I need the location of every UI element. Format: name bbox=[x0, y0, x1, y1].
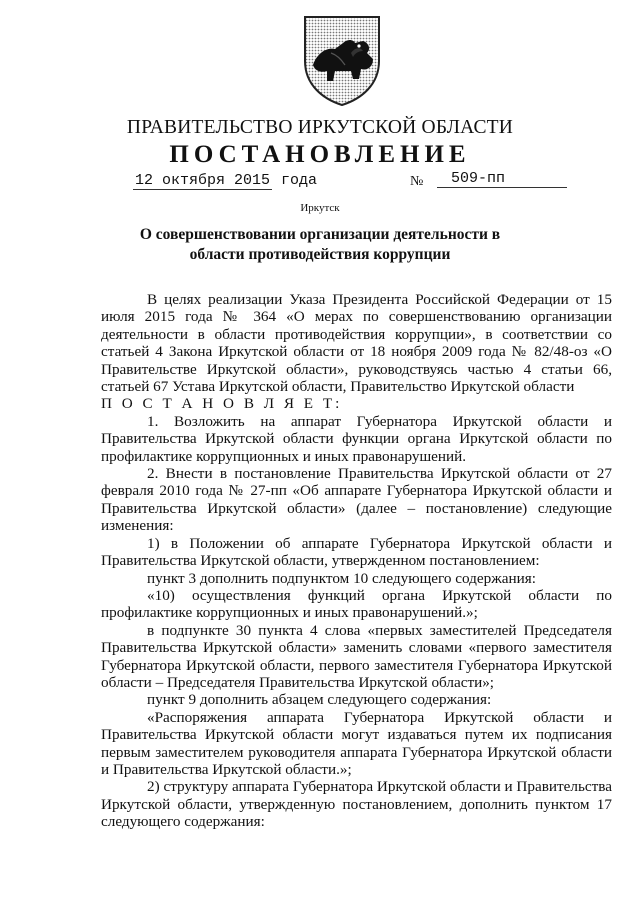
city: Иркутск bbox=[300, 202, 340, 214]
document-title: О совершенствовании организации деятельности в области противодействия коррупции bbox=[139, 226, 501, 263]
clause-1-paragraph: 1. Возложить на аппарат Губернатора Иркутской области и Правительства Иркутской области функции органа Иркутской области по профилактике коррупционных и иных правонарушений. bbox=[101, 412, 612, 465]
subclause-2-paragraph: 2) структуру аппарата Губернатора Иркутской области и Правительства Иркутской области, утвержденную постановлением, дополнить пунктом 17 следующего содержания: bbox=[101, 778, 612, 831]
item-30-paragraph: в подпункте 30 пункта 4 слова «первых заместителей Председателя Правительства Иркутской области» заменить словами «первого заместителя Губернатора Иркутской области, первого заместителя Губернатора Иркутской области – Председателя Правительства Иркутской области»; bbox=[101, 621, 612, 691]
document-date-line bbox=[133, 172, 317, 189]
orders-paragraph: «Распоряжения аппарата Губернатора Иркутской области и Правительства Иркутской области могут издаваться путем их подписания первым заместителем руководителя аппарата Губернатора Иркутской области и Правительства Иркутской области.»; bbox=[101, 708, 612, 778]
clause-2-paragraph: 2. Внести в постановление Правительства Иркутской области от 27 февраля 2010 года № 27-пп «Об аппарате Губернатора Иркутской области и Правительства Иркутской области» (далее – постановление) следующие изменения: bbox=[101, 465, 612, 535]
item-10-text-paragraph: «10) осуществления функций органа Иркутской области по профилактике коррупционных и иных правонарушений.»; bbox=[101, 586, 612, 622]
resolves-word: П О С Т А Н О В Л Я Е Т: bbox=[101, 395, 343, 413]
coat-of-arms-icon bbox=[293, 13, 391, 107]
document-date: 12 октября 2015 bbox=[135, 172, 271, 189]
preamble-paragraph: В целях реализации Указа Президента Российской Федерации от 15 июля 2015 года № 364 «О мерах по совершенствованию организации деятельности в области противодействия коррупции», в соответствии со статьей 4 Закона Иркутской области от 18 ноября 2009 года № 82/48-оз «О Правительстве Иркутской области», руководствуясь частью 4 статьи 66, статьей 67 Устава Иркутской области, Правительство Иркутской области bbox=[101, 291, 612, 396]
subclause-1-paragraph: 1) в Положении об аппарате Губернатора Иркутской области и Правительства Иркутской области, утвержденном постановлением: bbox=[101, 534, 612, 570]
item-9-paragraph: пункт 9 дополнить абзацем следующего содержания: bbox=[147, 691, 492, 709]
document-body bbox=[101, 291, 612, 831]
number-label: № bbox=[410, 174, 424, 189]
year-word: года bbox=[281, 172, 318, 189]
government-name: ПРАВИТЕЛЬСТВО ИРКУТСКОЙ ОБЛАСТИ bbox=[126, 117, 514, 138]
document-number: 509-пп bbox=[437, 170, 567, 188]
document-kind: ПОСТАНОВЛЕНИЕ bbox=[169, 141, 471, 168]
item-3-paragraph: пункт 3 дополнить подпунктом 10 следующего содержания: bbox=[147, 569, 536, 587]
